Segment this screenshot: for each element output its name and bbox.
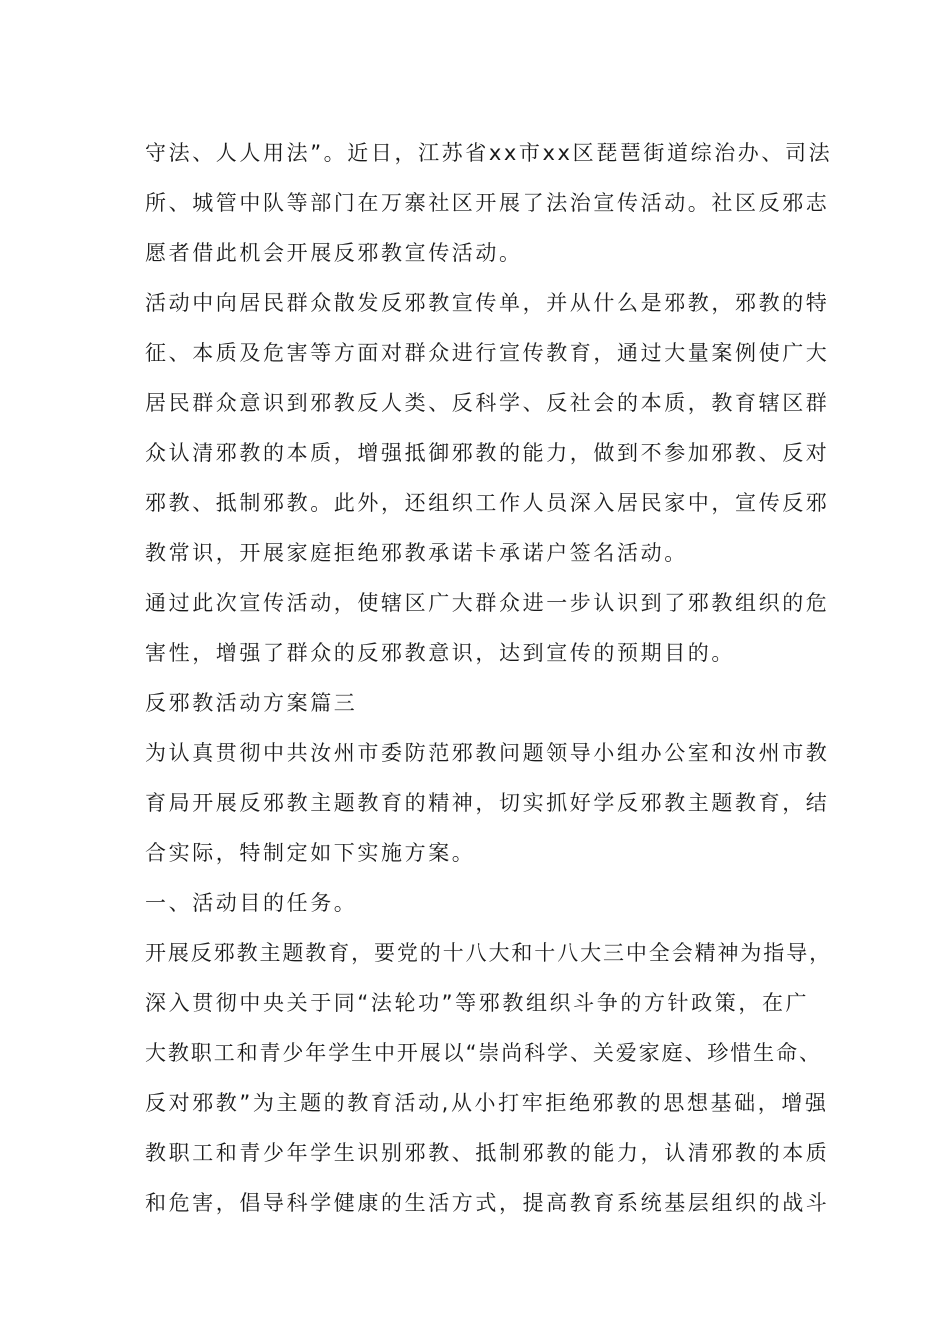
text-line: 居民群众意识到邪教反人类、反科学、反社会的本质，教育辖区群 — [145, 391, 830, 415]
text-line: 通过此次宣传活动，使辖区广大群众进一步认识到了邪教组织的危 — [145, 591, 830, 615]
subsection-heading: 一、活动目的任务。 — [145, 891, 358, 915]
text-line: 教常识，开展家庭拒绝邪教承诺卡承诺户签名活动。 — [145, 541, 688, 565]
text-line: 活动中向居民群众散发反邪教宣传单，并从什么是邪教，邪教的特 — [145, 291, 830, 315]
text-line: 合实际，特制定如下实施方案。 — [145, 841, 476, 865]
text-line: 和危害，倡导科学健康的生活方式，提高教育系统基层组织的战斗 — [145, 1191, 830, 1215]
text-line: 征、本质及危害等方面对群众进行宣传教育，通过大量案例使广大 — [145, 341, 830, 365]
document-body — [145, 128, 833, 1228]
text-line: 反对邪教”为主题的教育活动,从小打牢拒绝邪教的思想基础，增强 — [145, 1091, 829, 1115]
text-line: 大教职工和青少年学生中开展以“崇尚科学、关爱家庭、珍惜生命、 — [145, 1041, 822, 1065]
section-heading: 反邪教活动方案篇三 — [145, 691, 358, 715]
text-line: 深入贯彻中央关于同“法轮功”等邪教组织斗争的方针政策，在广 — [145, 991, 810, 1015]
text-line: 所、城管中队等部门在万寨社区开展了法治宣传活动。社区反邪志 — [145, 191, 830, 215]
text-line: 育局开展反邪教主题教育的精神，切实抓好学反邪教主题教育，结 — [145, 791, 830, 815]
text-line: 为认真贯彻中共汝州市委防范邪教问题领导小组办公室和汝州市教 — [145, 741, 830, 765]
text-line: 愿者借此机会开展反邪教宣传活动。 — [145, 241, 523, 265]
text-line: 邪教、抵制邪教。此外，还组织工作人员深入居民家中，宣传反邪 — [145, 491, 830, 515]
text-line: 教职工和青少年学生识别邪教、抵制邪教的能力，认清邪教的本质 — [145, 1141, 830, 1165]
text-line: 开展反邪教主题教育，要党的十八大和十八大三中全会精神为指导， — [145, 941, 832, 965]
text-line: 守法、人人用法”。近日，江苏省xx市xx区琵琶街道综治办、司法 — [145, 141, 833, 165]
text-line: 害性，增强了群众的反邪教意识，达到宣传的预期目的。 — [145, 641, 735, 665]
text-line: 众认清邪教的本质，增强抵御邪教的能力，做到不参加邪教、反对 — [145, 441, 830, 465]
